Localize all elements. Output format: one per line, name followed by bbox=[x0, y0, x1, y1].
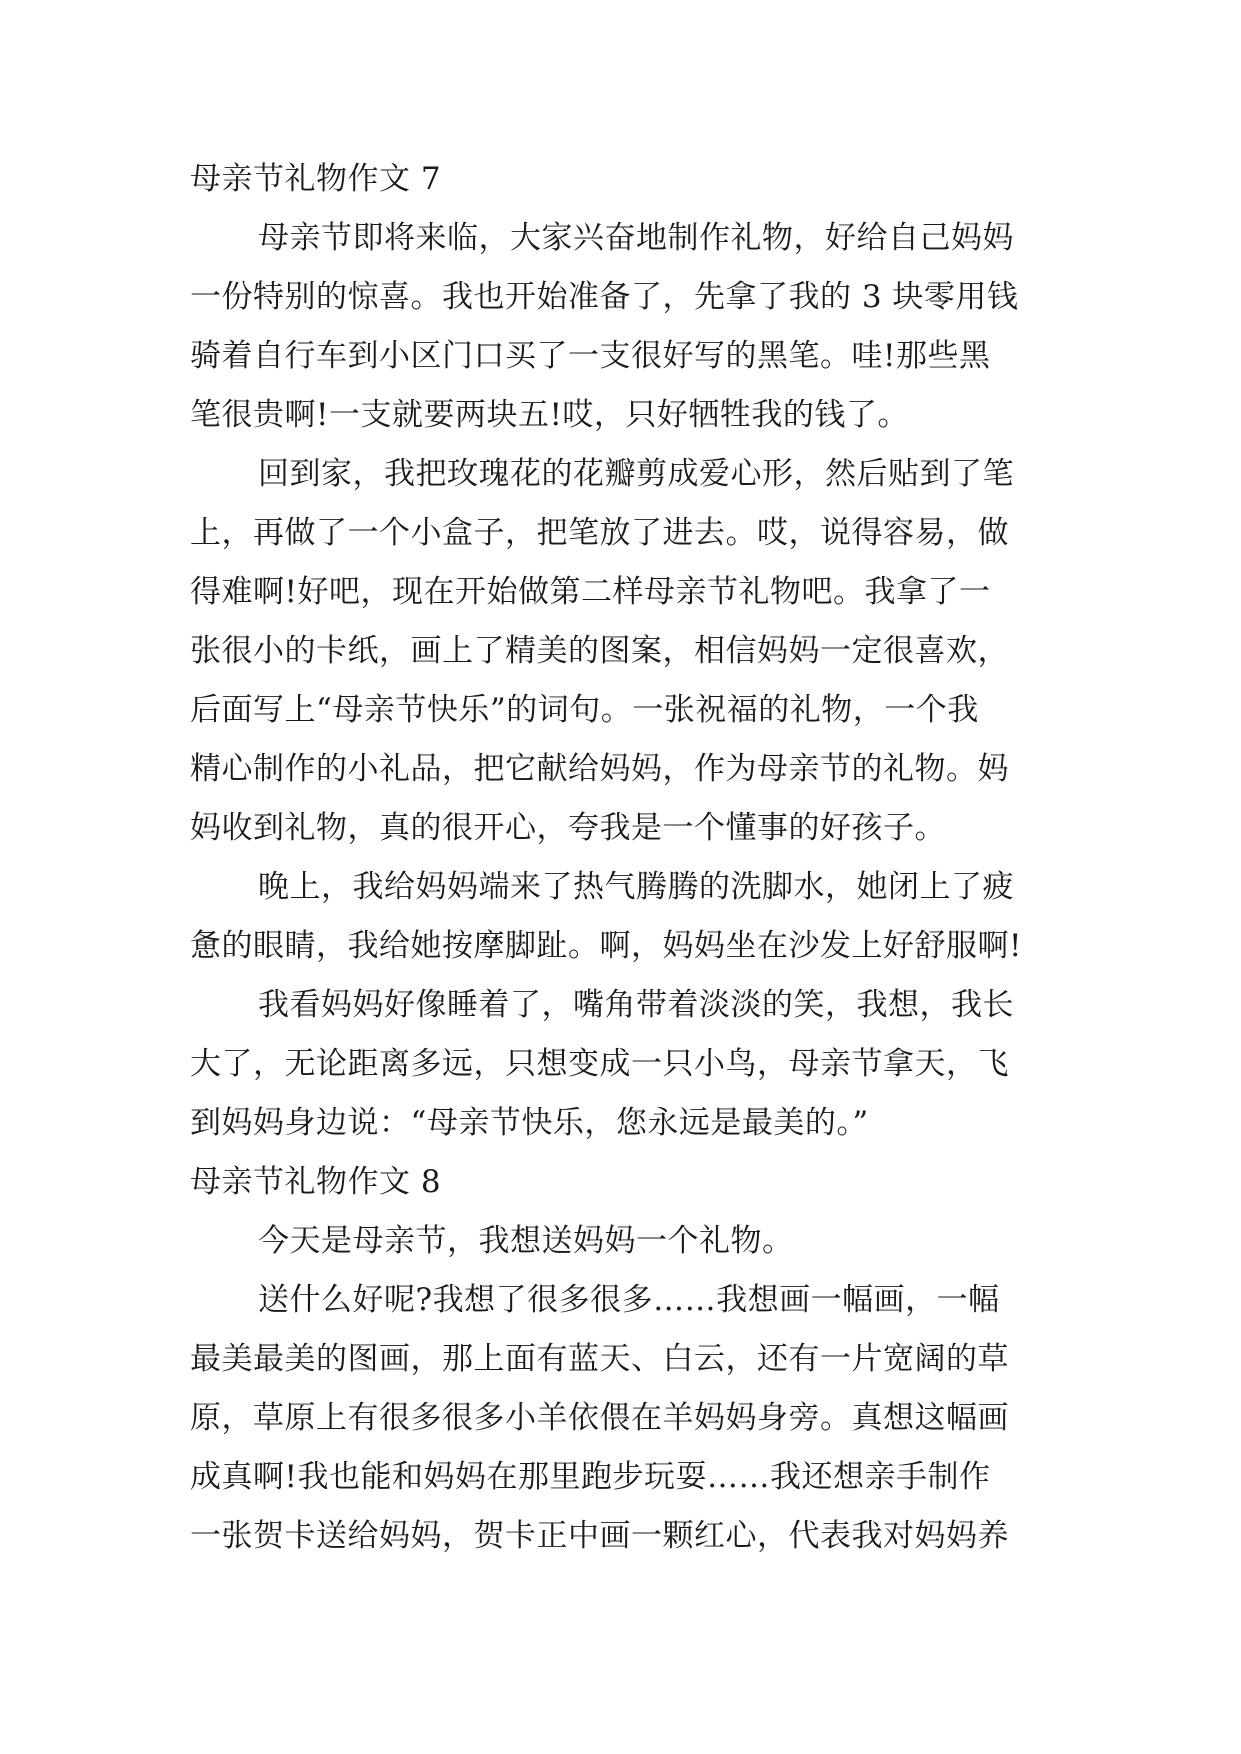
paragraph-line: 笔很贵啊!一支就要两块五!哎，只好牺牲我的钱了。 bbox=[190, 397, 909, 433]
paragraph-line: 我看妈妈好像睡着了，嘴角带着淡淡的笑，我想，我长 bbox=[258, 987, 1014, 1023]
paragraph-line: 回到家，我把玫瑰花的花瓣剪成爱心形，然后贴到了笔 bbox=[258, 456, 1014, 492]
paragraph-line: 惫的眼睛，我给她按摩脚趾。啊，妈妈坐在沙发上好舒服啊! bbox=[190, 928, 1022, 964]
paragraph-line: 原，草原上有很多很多小羊依偎在羊妈妈身旁。真想这幅画 bbox=[190, 1400, 1009, 1436]
section-heading: 母亲节礼物作文 8 bbox=[190, 1164, 442, 1200]
paragraph-line: 母亲节即将来临，大家兴奋地制作礼物，好给自己妈妈 bbox=[258, 220, 1014, 256]
paragraph-line: 一份特别的惊喜。我也开始准备了，先拿了我的 3 块零用钱 bbox=[190, 279, 1019, 315]
paragraph-line: 到妈妈身边说：“母亲节快乐，您永远是最美的。” bbox=[190, 1105, 869, 1141]
paragraph-line: 后面写上“母亲节快乐”的词句。一张祝福的礼物，一个我 bbox=[190, 692, 979, 728]
paragraph-line: 送什么好呢?我想了很多很多……我想画一幅画，一幅 bbox=[258, 1282, 1000, 1318]
paragraph-line: 今天是母亲节，我想送妈妈一个礼物。 bbox=[258, 1223, 794, 1259]
document-body bbox=[190, 150, 1060, 1566]
section-heading: 母亲节礼物作文 7 bbox=[190, 161, 442, 197]
paragraph-line: 精心制作的小礼品，把它献给妈妈，作为母亲节的礼物。妈 bbox=[190, 751, 1009, 787]
paragraph-line: 骑着自行车到小区门口买了一支很好写的黑笔。哇!那些黑 bbox=[190, 338, 991, 374]
paragraph-line: 一张贺卡送给妈妈，贺卡正中画一颗红心，代表我对妈妈养 bbox=[190, 1518, 1009, 1554]
paragraph-line: 晚上，我给妈妈端来了热气腾腾的洗脚水，她闭上了疲 bbox=[258, 869, 1014, 905]
paragraph-line: 大了，无论距离多远，只想变成一只小鸟，母亲节拿天，飞 bbox=[190, 1046, 1009, 1082]
paragraph-line: 张很小的卡纸，画上了精美的图案，相信妈妈一定很喜欢， bbox=[190, 633, 1009, 669]
paragraph-line: 成真啊!我也能和妈妈在那里跑步玩耍……我还想亲手制作 bbox=[190, 1459, 991, 1495]
paragraph-line: 妈收到礼物，真的很开心，夸我是一个懂事的好孩子。 bbox=[190, 810, 946, 846]
paragraph-line: 得难啊!好吧，现在开始做第二样母亲节礼物吧。我拿了一 bbox=[190, 574, 991, 610]
paragraph-line: 最美最美的图画，那上面有蓝天、白云，还有一片宽阔的草 bbox=[190, 1341, 1009, 1377]
paragraph-line: 上，再做了一个小盒子，把笔放了进去。哎，说得容易，做 bbox=[190, 515, 1009, 551]
